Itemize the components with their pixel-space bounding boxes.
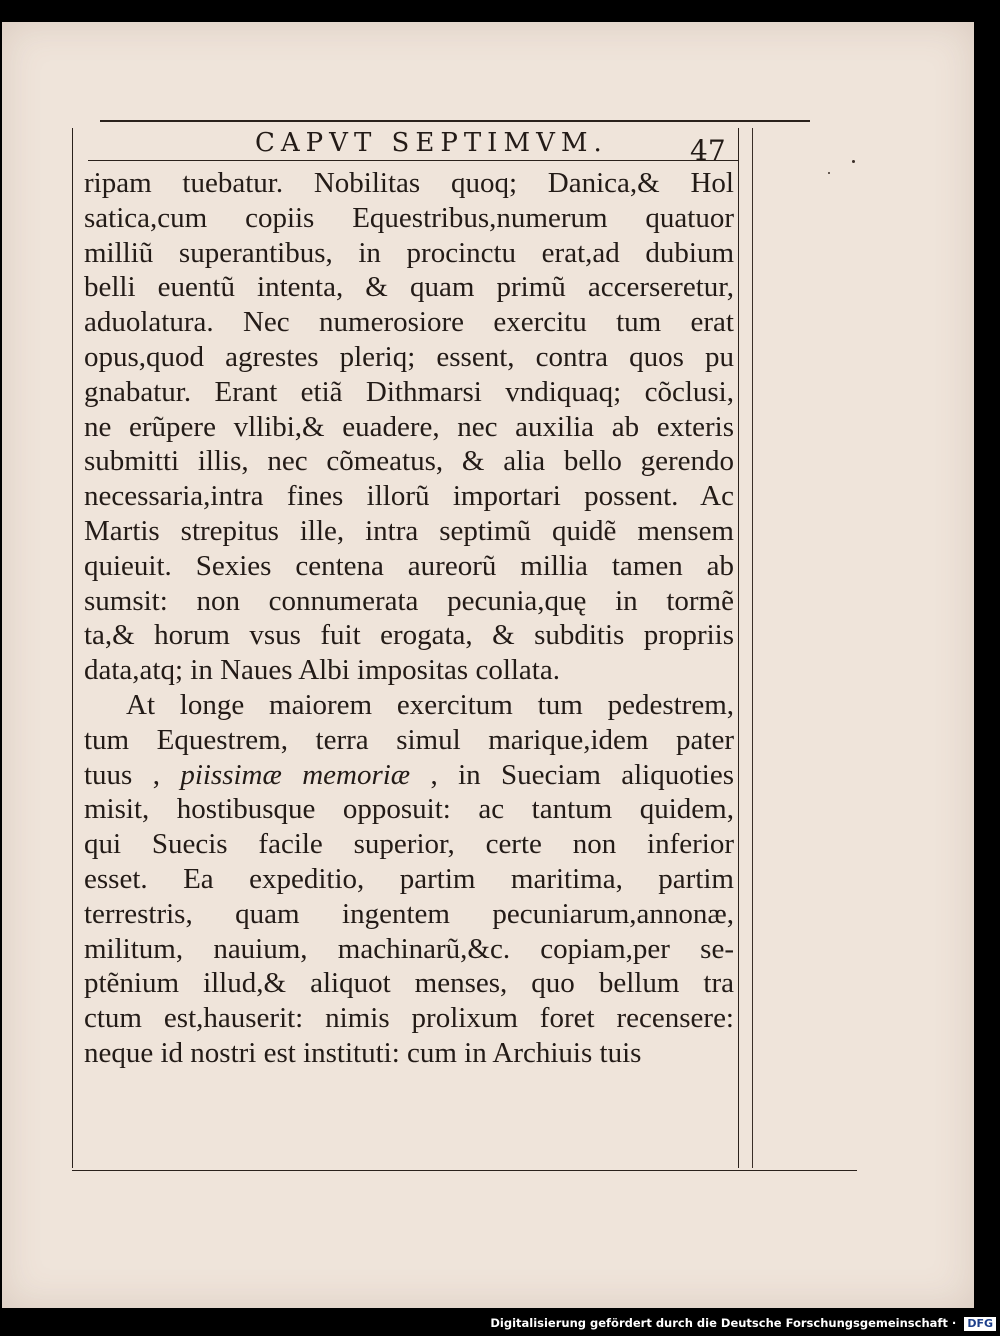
- text-line: ripam tuebatur. Nobilitas quoq; Danica,& Hol: [84, 167, 734, 199]
- text-line: ctum est,hauserit: nimis prolixum foret recensere:: [84, 1002, 734, 1035]
- text-line: data,atq; in Naues Albi impositas collata.: [84, 654, 560, 687]
- dfg-logo-icon: DFG: [964, 1317, 996, 1331]
- footer-credit-text: Digitalisierung gefördert durch die Deutsche Forschungsgemeinschaft: [490, 1316, 948, 1330]
- text-line: neque id nostri est instituti: cum in Archiuis tuis: [84, 1036, 642, 1069]
- body-text: [84, 166, 734, 1071]
- text-line: qui Suecis facile superior, certe non inferior: [84, 828, 734, 861]
- text-line: ta,& horum vsus fuit erogata, & subditis propriis: [84, 619, 734, 652]
- footer-credit: Digitalisierung gefördert durch die Deutsche Forschungsgemeinschaft · DFG: [490, 1312, 996, 1334]
- text-line: aduolatura. Nec numerosiore exercitu tum erat: [84, 306, 734, 339]
- text-line: submitti illis, nec cõmeatus, & alia bello gerendo: [84, 445, 734, 478]
- text-line: ne erũpere vllibi,& euadere, nec auxilia ab exteris: [84, 410, 734, 443]
- paper-speck: [828, 172, 830, 174]
- text-line: militum, nauium, machinarũ,&c. copiam,per se-: [84, 932, 734, 965]
- text-line: satica,cum copiis Equestribus,numerum quatuor: [84, 201, 734, 234]
- text-line: tuus , piissimæ memoriæ , in Sueciam aliquoties: [84, 758, 734, 791]
- bottom-rule: [72, 1170, 857, 1171]
- text-line: At longe maiorem exercitum tum pedestrem,: [126, 688, 734, 721]
- text-line: esset. Ea expeditio, partim maritima, partim: [84, 862, 734, 895]
- running-title: CAPVT SEPTIMVM.: [255, 128, 608, 158]
- text-line: necessaria,intra fines illorũ importari possent. Ac: [84, 480, 734, 513]
- outer-margin-rule: [752, 128, 753, 1168]
- text-line: quieuit. Sexies centena aureorũ millia tamen ab: [84, 549, 734, 582]
- text-line: opus,quod agrestes pleriq; essent, contra quos pu: [84, 340, 734, 373]
- page-number: 47: [690, 134, 726, 167]
- text-line: misit, hostibusque opposuit: ac tantum quidem,: [84, 793, 734, 826]
- text-line: milliũ superantibus, in procinctu erat,ad dubium: [84, 236, 734, 269]
- header-rule: [88, 160, 738, 161]
- text-line: tum Equestrem, terra simul marique,idem pater: [84, 723, 734, 756]
- top-rule: [100, 120, 810, 122]
- text-line: ptẽnium illud,& aliquot menses, quo bellum tra: [84, 967, 734, 1000]
- text-line: Martis strepitus ille, intra septimũ quidẽ mensem: [84, 514, 734, 547]
- paper-speck: [852, 160, 855, 163]
- text-line: belli euentũ intenta, & quam primũ accerseretur,: [84, 271, 734, 304]
- text-line: gnabatur. Erant etiã Dithmarsi vndiquaq; cõclusi,: [84, 375, 734, 408]
- text-line: sumsit: non connumerata pecunia,quę in tormẽ: [84, 584, 734, 617]
- text-line: terrestris, quam ingentem pecuniarum,annonæ,: [84, 897, 734, 930]
